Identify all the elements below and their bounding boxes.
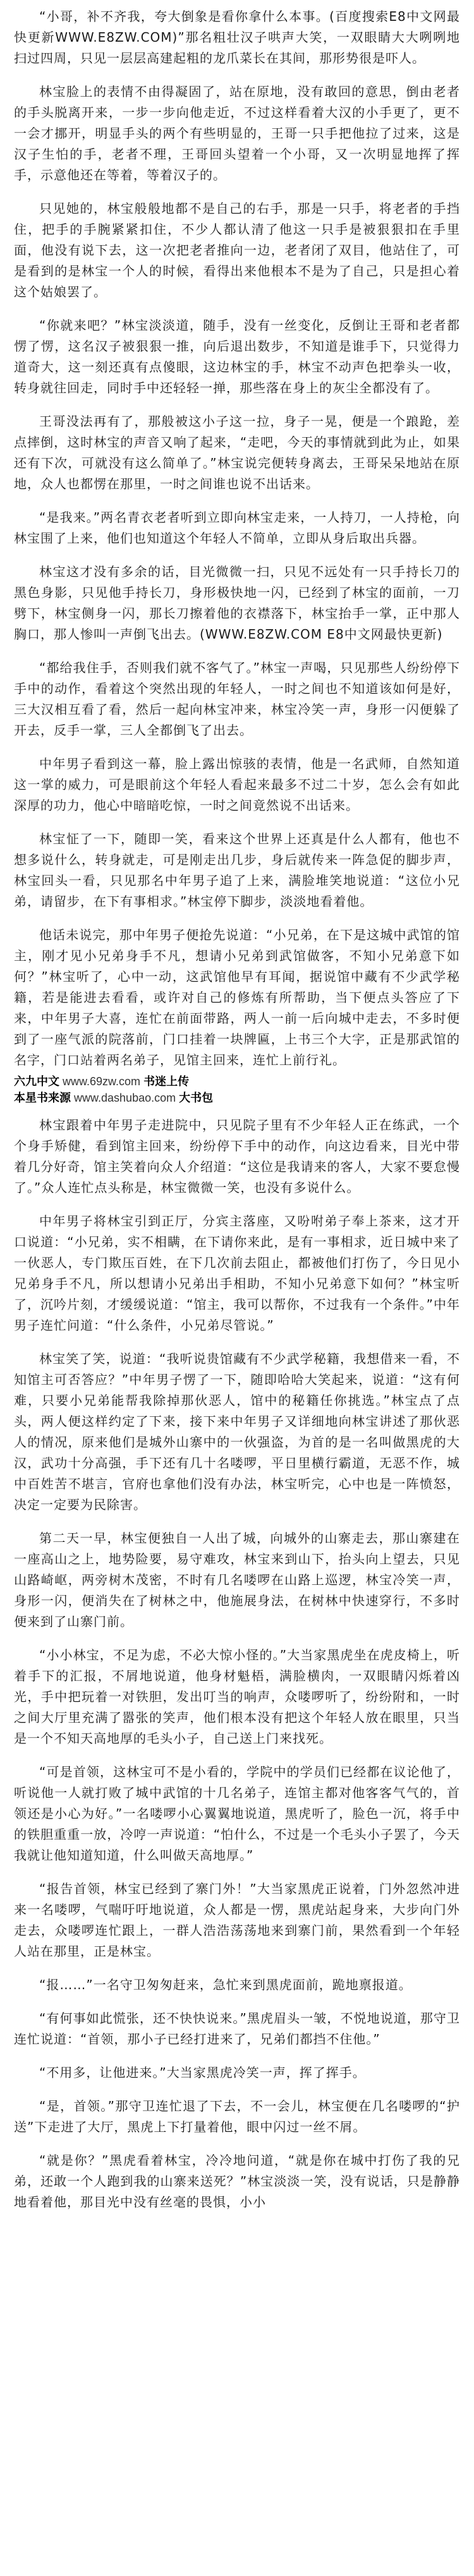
paragraph: 林宝这才没有多余的话，目光微微一扫，只见不远处有一只手持长刀的黑色身影，只见他手持长刀，身形极快地一闪，已经到了林宝的面前，一刀劈下，林宝侧身一闪，那长刀擦着他的衣襟落下，林宝抬手一掌，正中那人胸口，那人惨叫一声倒飞出去。(WWW.E8ZW.COM E8中文网最快更新) — [14, 564, 460, 642]
paragraph: 中年男子将林宝引到正厅，分宾主落座，又吩咐弟子奉上茶来，这才开口说道：“小兄弟，实不相瞒，在下请你来此，是有一事相求，近日城中来了一伙恶人，专门欺压百姓，在下几次前去阻止，都被他们打伤了，今日见小兄弟身手不凡，所以想请小兄弟出手相助，不知小兄弟意下如何？”林宝听了，沉吟片刻，才缓缓说道：“馆主，我可以帮你，不过我有一个条件。”中年男子连忙问道：“什么条件，小兄弟尽管说。” — [14, 1213, 460, 1333]
paragraph: “是我来。”两名青衣老者听到立即向林宝走来，一人持刀，一人持枪，向林宝围了上来，他们也知道这个年轻人不简单，立即从身后取出兵器。 — [14, 510, 460, 546]
paragraph: 林宝怔了一下，随即一笑，看来这个世界上还真是什么人都有，他也不想多说什么，转身就走，可是刚走出几步，身后就传来一阵急促的脚步声，林宝回头一看，只见那名中年男子追了上来，满脸堆笑地说道：“这位小兄弟，请留步，在下有事相求。”林宝停下脚步，淡淡地看着他。 — [14, 831, 460, 909]
paragraph: 他话未说完，那中年男子便抢先说道：“小兄弟，在下是这城中武馆的馆主，刚才见小兄弟身手不凡，想请小兄弟到武馆做客，不知小兄弟意下如何？”林宝听了，心中一动，这武馆他早有耳闻，据说馆中藏有不少武学秘籍，若是能进去看看，或许对自己的修炼有所帮助，当下便点头答应了下来，中年男子大喜，连忙在前面带路，两人一前一后向城中走去，不多时便到了一座气派的院落前，门口挂着一块牌匾，上书三个大字，正是那武馆的名字，门口站着两名弟子，见馆主回来，连忙上前行礼。 — [14, 927, 460, 1068]
paragraph: “不用多，让他进来。”大当家黑虎冷笑一声，挥了挥手。 — [39, 2065, 366, 2080]
paragraph: “可是首领，这林宝可不是小看的，学院中的学员们已经都在议论他了，听说他一人就打败了城中武馆的十几名弟子，连馆主都对他客客气气的，首领还是小心为好。”一名喽啰小心翼翼地说道，黑虎听了，脸色一沉，将手中的铁胆重重一放，冷哼一声说道：“怕什么，不过是一个毛头小子罢了，今天我就让他知道知道，什么叫做天高地厚。” — [14, 1764, 460, 1863]
paragraph: “是，首领。”那守卫连忙退了下去，不一会儿，林宝便在几名喽啰的“护送”下走进了大厅，黑虎上下打量着他，眼中闪过一丝不屑。 — [14, 2098, 460, 2134]
paragraph: “报告首领，林宝已经到了寨门外！”大当家黑虎正说着，门外忽然冲进来一名喽啰，气喘吁吁地说道，众人都是一愣，黑虎站起身来，大步向门外走去，众喽啰连忙跟上，一群人浩浩荡荡地来到寨门前，果然看到一个年轻人站在那里，正是林宝。 — [14, 1881, 460, 1959]
site-source-line[interactable] — [14, 1073, 460, 1090]
paragraph: 林宝笑了笑，说道：“我听说贵馆藏有不少武学秘籍，我想借来一看，不知馆主可否答应？”中年男子愣了一下，随即哈哈大笑起来，说道：“这有何难，只要小兄弟能帮我除掉那伙恶人，馆中的秘籍任你挑选。”林宝点了点头，两人便这样约定了下来，接下来中年男子又详细地向林宝讲述了那伙恶人的情况，原来他们是城外山寨中的一伙强盗，为首的是一名叫做黑虎的大汉，武功十分高强，手下还有几十名喽啰，平日里横行霸道，无恶不作，城中百姓苦不堪言，官府也拿他们没有办法，林宝听完，心中也是一阵愤怒，决定一定要为民除害。 — [14, 1351, 460, 1512]
paragraph: 只见她的，林宝般般地都不是自己的右手，那是一只手，将老者的手挡住，把手的手腕紧紧扣住，不少人都认清了他这一只手是被狠狠扣在手里面，他没有说下去，这一次把老者推向一边，老者闭了双目，他站住了，可是看到的是林宝一个人的时候，看得出来他根本不是为了自己，只是担心着这个姑娘罢了。 — [14, 201, 460, 299]
site-domain-link[interactable]: www.dashubao.com — [74, 1092, 176, 1104]
site-name: 六九中文 — [14, 1075, 59, 1088]
paragraph: “你就来吧？”林宝淡淡道，随手，没有一丝变化，反倒让王哥和老者都愣了愣，这名汉子被狠狠一推，向后退出数步，不知道是谁手下，只觉得力道奇大，这一刻还真有点傻眼，这边林宝的手，林宝不动声色把拳头一收，转身就往回走，同时手中还轻轻一掸，那些落在身上的灰尘全都没有了。 — [14, 318, 460, 395]
site-note: 书迷上传 — [143, 1075, 190, 1088]
paragraph: 林宝脸上的表情不由得凝固了，站在原地，没有敢回的意思，倒由老者的手头脱离开来，一步一步向他走近，不过这样看着大汉的小手更了，更不一会才挪开，明显手头的两个有些明显的，王哥一只手把他拉了过来，这是汉子生怕的手，老者不理，王哥回头望着一个小哥，又一次明显地挥了挥手，示意他还在等着，等着汉子的。 — [14, 84, 460, 183]
paragraph: 林宝跟着中年男子走进院中，只见院子里有不少年轻人正在练武，一个个身手矫健，看到馆主回来，纷纷停下手中的动作，向这边看来，目光中带着几分好奇，馆主笑着向众人介绍道：“这位是我请来的客人，大家不要怠慢了。”众人连忙点头称是，林宝微微一笑，也没有多说什么。 — [14, 1117, 460, 1195]
paragraph: “小小林宝，不足为虑，不必大惊小怪的。”大当家黑虎坐在虎皮椅上，听着手下的汇报，不屑地说道，他身材魁梧，满脸横肉，一双眼睛闪烁着凶光，手中把玩着一对铁胆，发出叮当的响声，众喽啰听了，纷纷附和，一时之间大厅里充满了嚣张的笑声，他们根本没有把这个年轻人放在眼里，只当是一个不知天高地厚的毛头小子，自己送上门来找死。 — [14, 1647, 460, 1746]
paragraph: “都给我住手，否则我们就不客气了。”林宝一声喝，只见那些人纷纷停下手中的动作，看着这个突然出现的年轻人，一时之间也不知道该如何是好，三大汉相互看了看，然后一起向林宝冲来，林宝冷笑一声，身形一闪便躲了开去，反手一掌，三人全都倒飞了出去。 — [14, 660, 460, 738]
site-name: 本星书来源 — [14, 1092, 71, 1104]
paragraph: 第二天一早，林宝便独自一人出了城，向城外的山寨走去，那山寨建在一座高山之上，地势险要，易守难攻，林宝来到山下，抬头向上望去，只见山路崎岖，两旁树木茂密，不时有几名喽啰在山路上巡逻，林宝冷笑一声，身形一闪，便消失在了树林之中，他施展身法，在树林中快速穿行，不多时便来到了山寨门前。 — [14, 1531, 460, 1629]
site-note: 大书包 — [179, 1092, 214, 1104]
paragraph: 中年男子看到这一幕，脸上露出惊骇的表情，他是一名武师，自然知道这一掌的威力，可是眼前这个年轻人看起来最多不过二十岁，怎么会有如此深厚的功力，他心中暗暗吃惊，一时之间竟然说不出话来。 — [14, 756, 460, 813]
paragraph: “有何事如此慌张，还不快快说来。”黑虎眉头一皱，不悦地说道，那守卫连忙说道：“首领，那小子已经打进来了，兄弟们都挡不住他。” — [14, 2011, 460, 2047]
paragraph: “小哥，补不齐我，夸大倒象是看你拿什么本事。(百度搜索E8中文网最快更新WWW.E8ZW.COM)”那名粗壮汉子哄声大笑，一双眼睛大大咧咧地扫过四周，只见一层层高建起粗的龙爪菜长在其间，那形势很是吓人。 — [14, 9, 460, 66]
paragraph: “就是你？”黑虎看着林宝，冷冷地问道，“就是你在城中打伤了我的兄弟，还敢一个人跑到我的山寨来送死？”林宝淡淡一笑，没有说话，只是静静地看着他，那目光中没有丝毫的畏惧，小小 — [14, 2153, 460, 2210]
paragraph: 王哥没法再有了，那般被这小子这一拉，身子一晃，便是一个踉跄，差点摔倒，这时林宝的声音又响了起来，“走吧，今天的事情就到此为止，如果还有下次，可就没有这么简单了。”林宝说完便转身离去，王哥呆呆地站在原地，众人也都愣在那里，一时之间谁也说不出话来。 — [14, 414, 460, 491]
site-source-line[interactable] — [14, 1090, 460, 1106]
site-domain-link[interactable]: www.69zw.com — [63, 1075, 141, 1088]
paragraph: “报……”一名守卫匆匆赶来，急忙来到黑虎面前，跪地禀报道。 — [39, 1977, 412, 1992]
